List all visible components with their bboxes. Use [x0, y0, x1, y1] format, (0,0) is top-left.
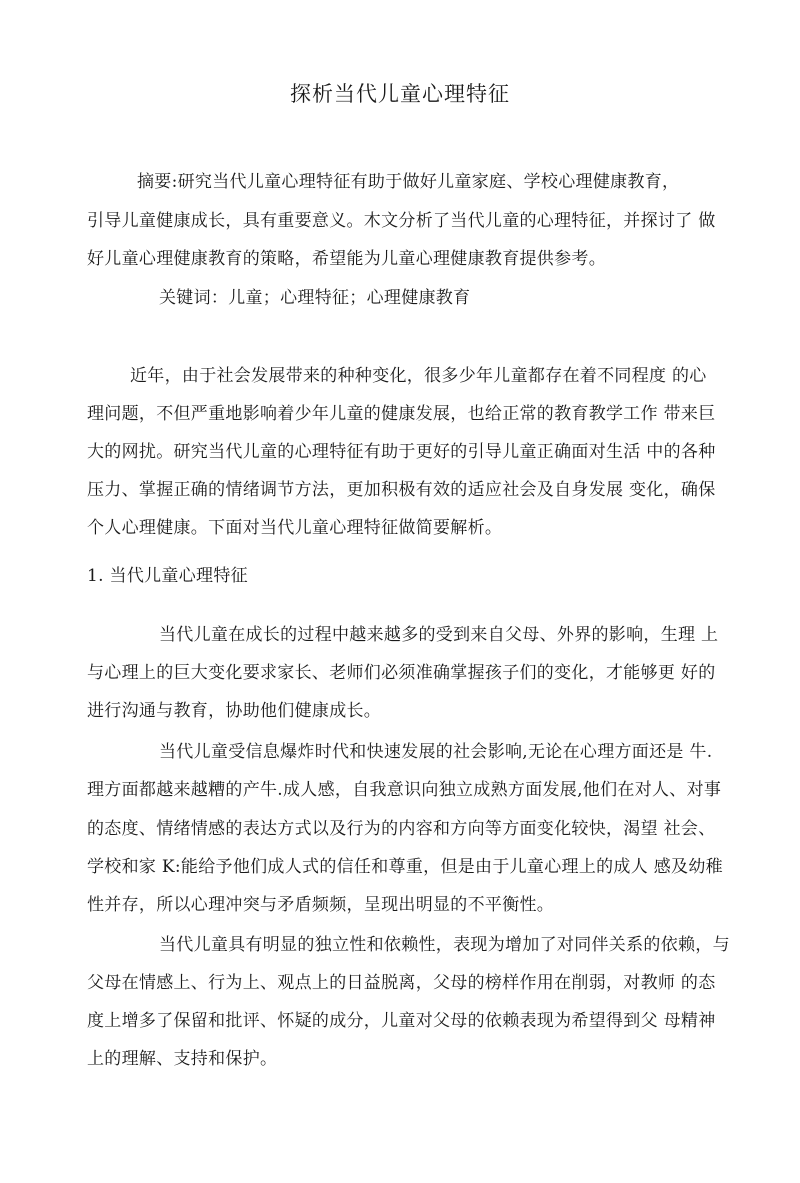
intro-line: 理问题，不但严重地影响着少年儿童的健康发展，也给正常的教育教学工作 带来巨 [87, 404, 716, 424]
paragraph-line: 父母在情感上、行为上、观点上的日益脱离，父母的榜样作用在削弱，对教师 的态 [87, 973, 716, 993]
intro-line: 个人心理健康。下面对当代儿童心理特征做简要解析。 [87, 518, 503, 538]
document-title: 探析当代儿童心理特征 [290, 82, 510, 106]
abstract-line: 摘要:研究当代儿童心理特征有助于做好儿童家庭、学校心理健康教育， [137, 172, 680, 192]
paragraph-line: 当代儿童在成长的过程中越来越多的受到来自父母、外界的影响，生理 上 [159, 625, 719, 645]
intro-line: 大的网扰。研究当代儿童的心理特征有助于更好的引导儿童正确面对生活 中的各种 [87, 442, 716, 462]
intro-line: 压力、掌握正确的情绪调节方法，更加积极有效的适应社会及自身发展 变化，确保 [87, 480, 716, 500]
paragraph-line: 性并存，所以心理冲突与矛盾频频，呈现出明显的不平衡性。 [87, 895, 555, 915]
paragraph-line: 与心理上的巨大变化要求家长、老师们必须准确掌握孩子们的变化，才能够更 好的 [87, 663, 716, 683]
paragraph-line: 上的理解、支持和保护。 [87, 1049, 278, 1069]
intro-line: 近年，由于社会发展带来的种种变化，很多少年儿童都存在着不同程度 的心 [130, 366, 707, 386]
paragraph-line: 当代儿童受信息爆炸时代和快速发展的社会影响,无论在心理方面还是 牛. [159, 742, 713, 762]
paragraph-line: 度上增多了保留和批评、怀疑的成分，儿童对父母的依赖表现为希望得到父 母精神 [87, 1011, 716, 1031]
section-heading: 1. 当代儿童心理特征 [87, 566, 248, 586]
abstract-line: 好儿童心理健康教育的策略，希望能为儿童心理健康教育提供参考。 [87, 249, 606, 269]
keywords: 关键词：儿童；心理特征；心理健康教育 [159, 288, 471, 308]
paragraph-line: 学校和家 K:能给予他们成人式的信任和尊重，但是由于儿童心理上的成人 感及幼稚 [87, 857, 723, 877]
abstract-line: 引导儿童健康成长，具有重要意义。木文分析了当代儿童的心理特征，并探讨了 做 [87, 211, 716, 231]
paragraph-line: 理方面都越来越糟的产牛.成人感，自我意识向独立成熟方面发展,他们在对人、对事 [87, 780, 722, 800]
paragraph-line: 当代儿童具有明显的独立性和依赖性，表现为增加了对同伴关系的依赖，与 [159, 935, 730, 955]
paragraph-line: 的态度、情绪情感的表达方式以及行为的内容和方向等方面变化较快，渴望 社会、 [87, 819, 716, 839]
paragraph-line: 进行沟通与教育，协助他们健康成长。 [87, 701, 382, 721]
